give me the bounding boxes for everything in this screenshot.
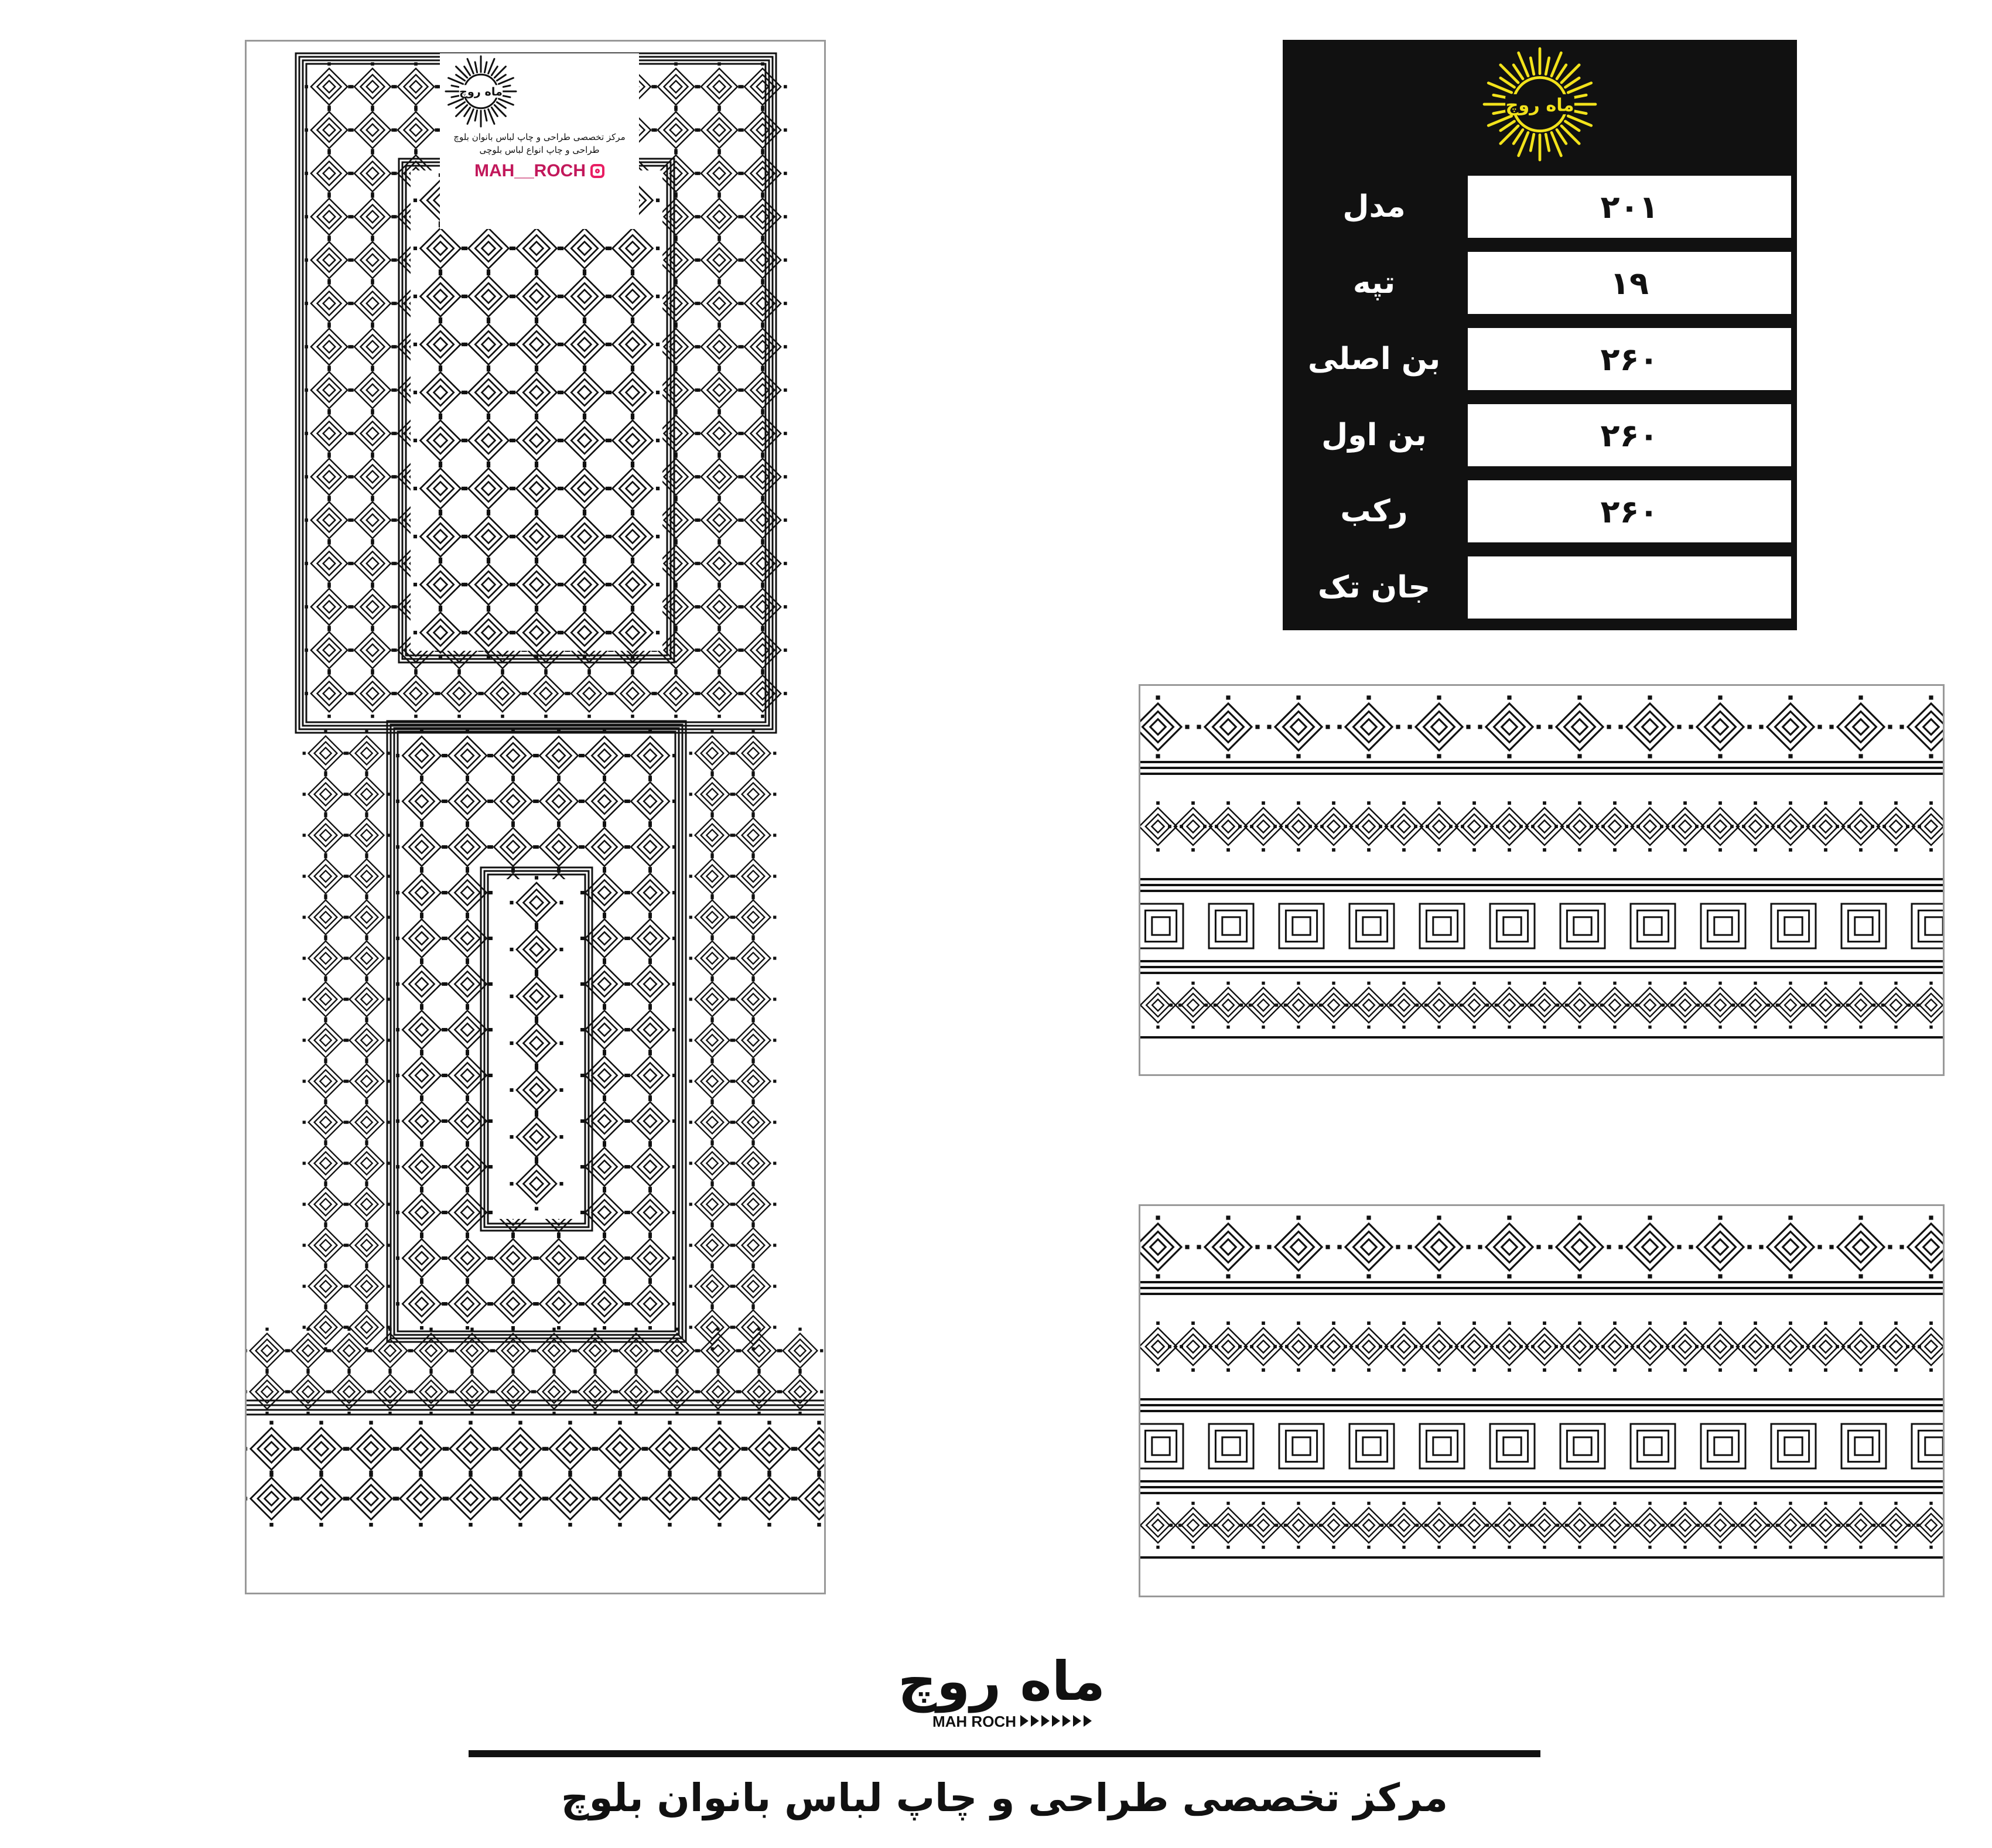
spec-table: [1283, 40, 1797, 630]
border-strip-1-art: [1140, 686, 1943, 1074]
footer-divider: [469, 1750, 1540, 1757]
spec-row: [1289, 172, 1791, 241]
spec-value: ۱۹: [1468, 252, 1791, 314]
brand-wordmark: [873, 1646, 1130, 1734]
sun-logo-icon: [1475, 46, 1604, 163]
sun-logo-icon: [440, 53, 522, 129]
dress-brand-line-2: طراحی و چاپ انواع لباس بلوچی: [479, 145, 600, 155]
spec-label: بن اول: [1321, 418, 1427, 453]
border-strip-2-art: [1140, 1206, 1943, 1596]
spec-row: [1289, 477, 1791, 546]
spec-row: [1289, 401, 1791, 470]
spec-value: ۲۶۰: [1468, 480, 1791, 542]
svg-text:ماه روچ: ماه روچ: [1505, 95, 1574, 116]
dress-pattern-panel: [245, 40, 826, 1594]
instagram-icon: [590, 164, 604, 178]
spec-row: [1289, 248, 1791, 317]
spec-value: ۲۰۱: [1468, 176, 1791, 238]
spec-value: ۲۶۰: [1468, 404, 1791, 466]
spec-label: تپه: [1352, 265, 1396, 300]
spec-table-header: [1283, 40, 1797, 169]
footer-tagline: مرکز تخصصی طراحی و چاپ لباس بانوان بلوچ: [561, 1775, 1448, 1820]
spec-label: بن اصلی: [1307, 341, 1441, 377]
spec-value: ۲۶۰: [1468, 328, 1791, 390]
instagram-handle-text: MAH__ROCH: [474, 161, 586, 180]
svg-text:ماه روچ: ماه روچ: [459, 85, 503, 99]
spec-value: [1468, 556, 1791, 619]
spec-label: مدل: [1342, 189, 1406, 224]
border-strip-2: [1139, 1204, 1945, 1597]
spec-row: [1289, 553, 1791, 622]
dress-brand-line-1: مرکز تخصصی طراحی و چاپ لباس بانوان بلوچ: [453, 132, 626, 142]
arrow-chevrons-icon: [1020, 1715, 1092, 1727]
instagram-handle: [474, 161, 604, 181]
dress-pattern-art: [247, 42, 824, 1593]
spec-label: رکب: [1340, 494, 1408, 529]
footer-logo: [873, 1646, 1130, 1734]
spec-label: جان تک: [1317, 570, 1431, 605]
dress-brand-box: [440, 53, 639, 229]
brand-wordmark-text: ماه روچ: [897, 1650, 1106, 1713]
brand-latin-text: MAH ROCH: [932, 1713, 1016, 1730]
spec-row: [1289, 324, 1791, 394]
border-strip-1: [1139, 684, 1945, 1076]
